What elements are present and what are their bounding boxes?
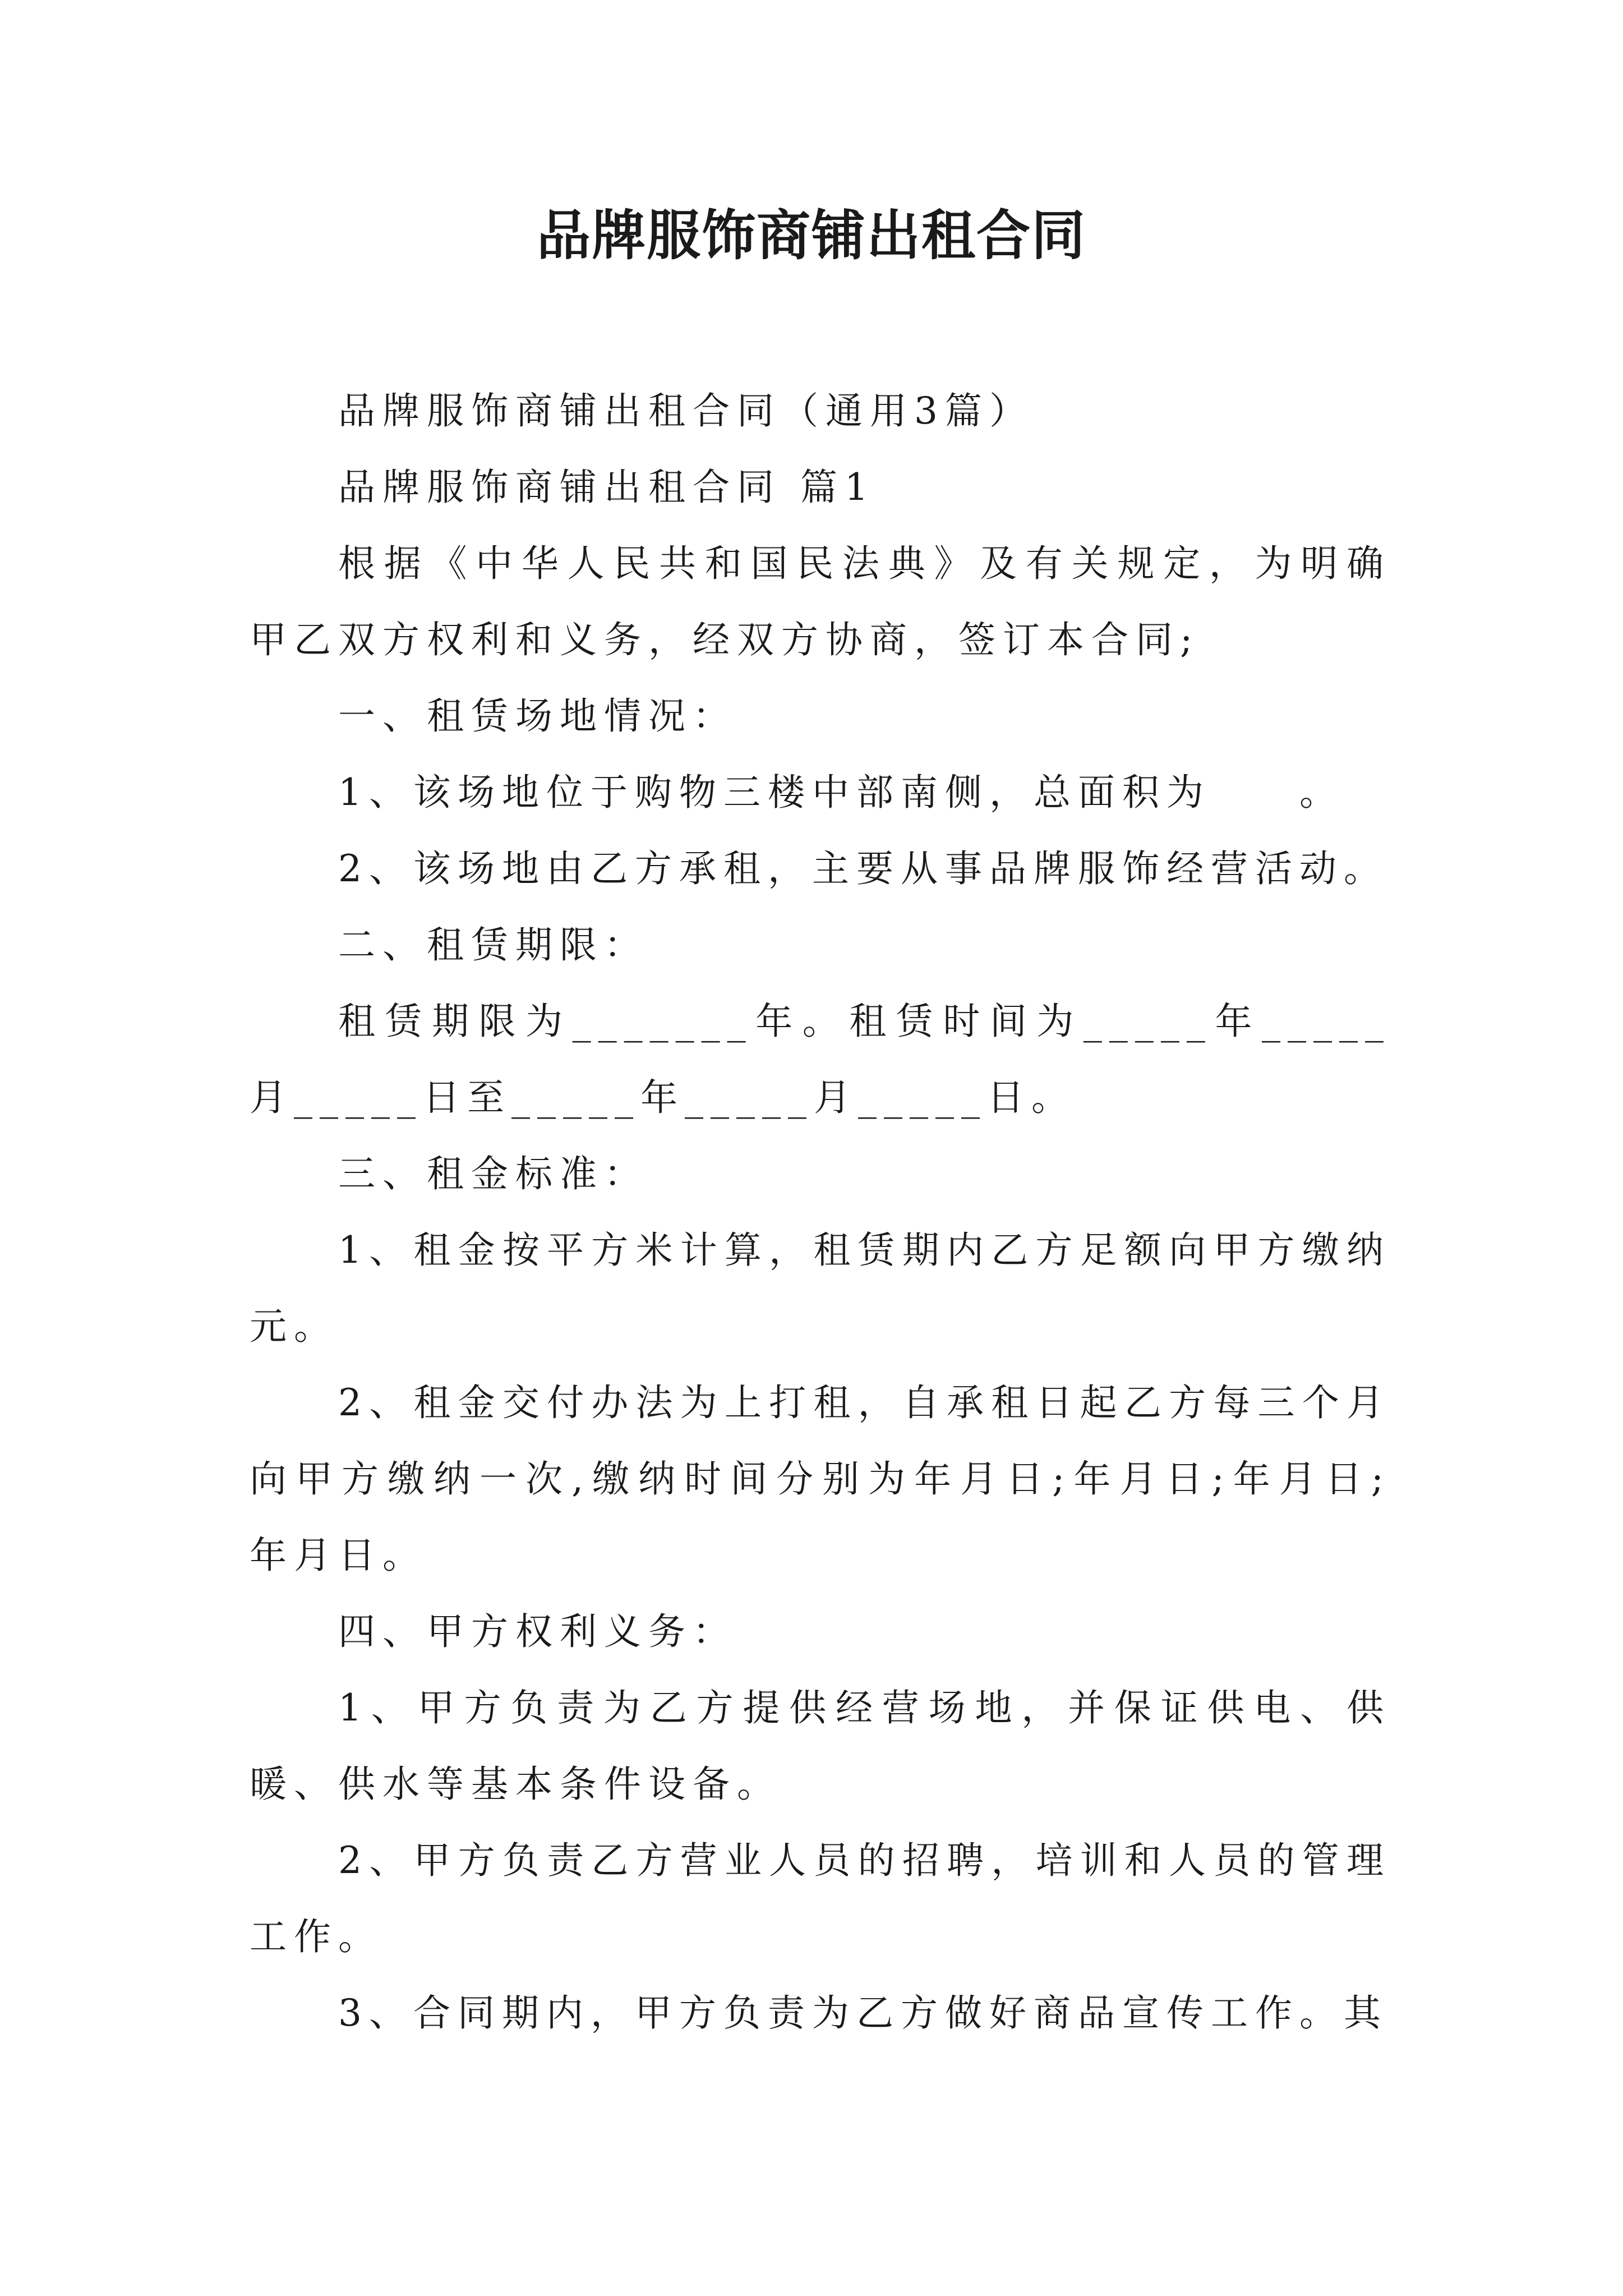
paragraph: 根据《中华人民共和国民法典》及有关规定，为明确甲乙双方权利和义务，经双方协商，签订本合同;: [250, 542, 1391, 661]
document-title: 品牌服饰商铺出租合同: [537, 204, 1086, 267]
paragraph: 租赁期限为_______年。租赁时间为_____年_____月_____日至_____年_____月_____日。: [250, 1000, 1391, 1119]
document-body: [250, 373, 1391, 2051]
paragraph: 三、租金标准：: [338, 1152, 648, 1195]
paragraph: 品牌服饰商铺出租合同 篇1: [338, 466, 875, 509]
paragraph: 品牌服饰商铺出租合同（通用3篇）: [338, 389, 1034, 432]
paragraph: 2、该场地由乙方承租，主要从事品牌服饰经营活动。: [338, 847, 1388, 890]
paragraph: 3、合同期内，甲方负责为乙方做好商品宣传工作。其: [338, 1991, 1388, 2035]
paragraph: 二、租赁期限：: [338, 923, 648, 967]
paragraph: 四、甲方权利义务：: [338, 1610, 737, 1653]
paragraph: 1、甲方负责为乙方提供经营场地，并保证供电、供暖、供水等基本条件设备。: [250, 1686, 1391, 1806]
paragraph: 一、租赁场地情况：: [338, 694, 737, 738]
paragraph: 2、甲方负责乙方营业人员的招聘，培训和人员的管理工作。: [250, 1839, 1391, 1958]
paragraph: 1、租金按平方米计算，租赁期内乙方足额向甲方缴纳元。: [250, 1228, 1391, 1348]
paragraph: 1、该场地位于购物三楼中部南侧，总面积为 。: [338, 771, 1344, 814]
paragraph: 2、租金交付办法为上打租，自承租日起乙方每三个月向甲方缴纳一次,缴纳时间分别为年月日;年月日;年月日;年月日。: [250, 1381, 1391, 1577]
